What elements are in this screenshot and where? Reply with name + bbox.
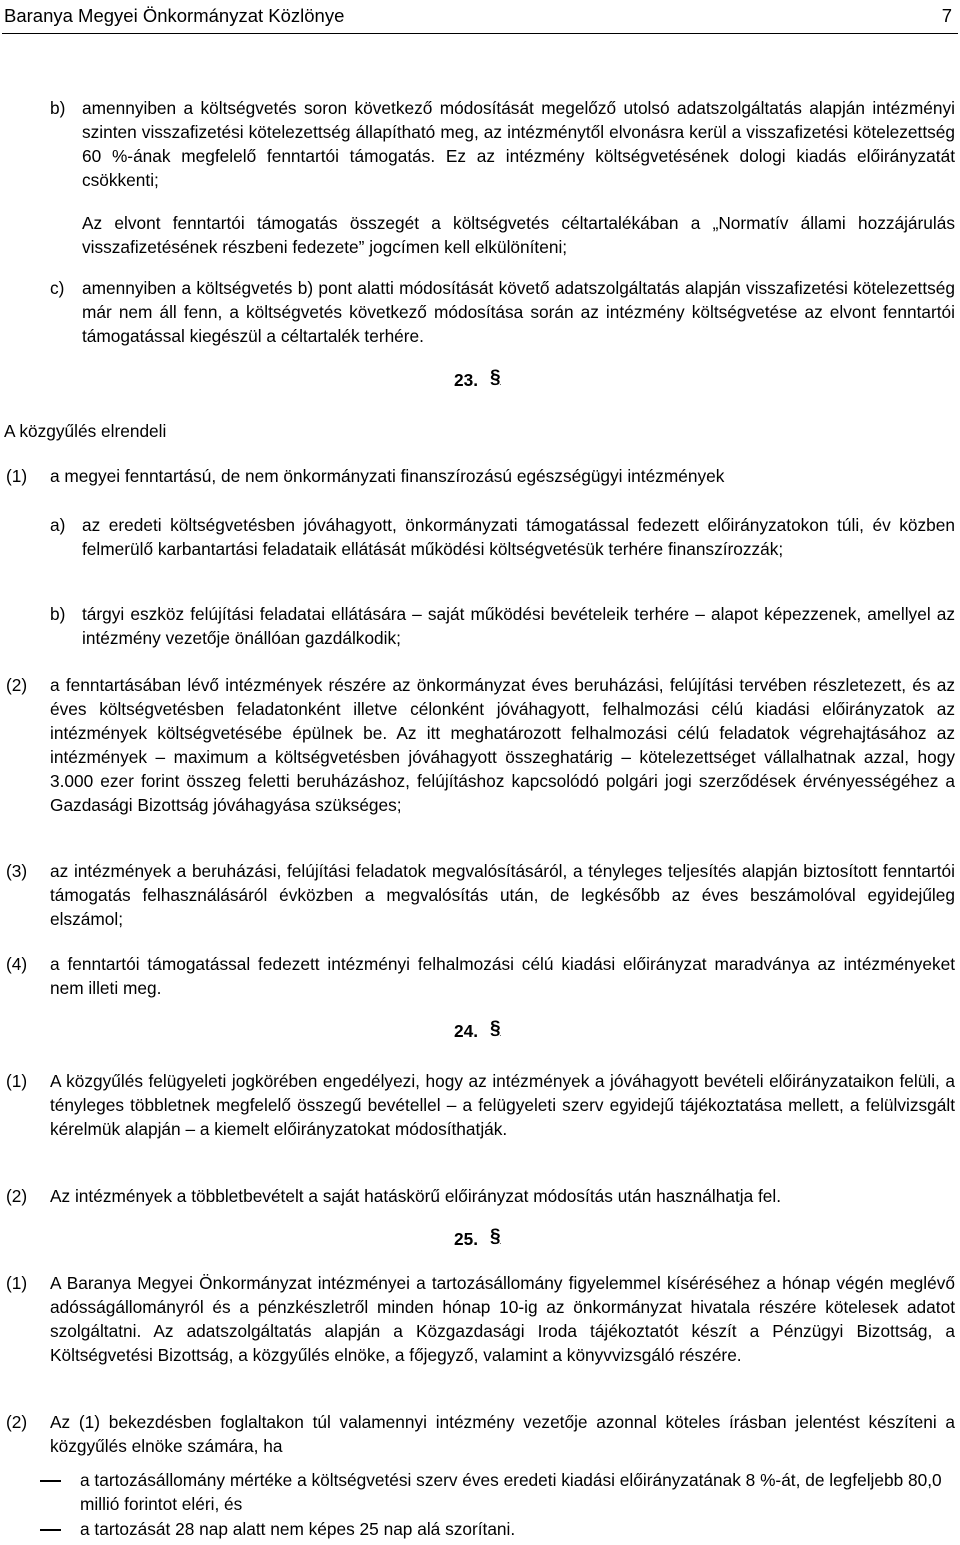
s23-p1-text: a megyei fenntartású, de nem önkormányzati finanszírozású egészségügyi intézmények (50, 466, 725, 486)
item-c-text: amennyiben a költségvetés b) pont alatti módosítását követő adatszolgáltatás alapján visszafizetési kötelezettség már nem áll fenn, a költségvetés következő módosítása során az intézmény költségvetése az elvont fenntartói támogatással kiegészül a céltartalék terhére. (82, 278, 955, 346)
journal-title: Baranya Megyei Önkormányzat Közlönye (4, 5, 345, 26)
section-24-number: 24. (454, 1021, 479, 1041)
s23-p4-label: (4) (6, 954, 28, 974)
section-sign: § (490, 1018, 501, 1039)
s23-p3-label: (3) (6, 861, 28, 881)
s23-p1b-label: b) (50, 604, 66, 624)
item-b-note: Az elvont fenntartói támogatás összegét a költségvetés céltartalékában a „Normatív állami hozzájárulás visszafizetésének részbeni fedezete” jogcímen kell elkülöníteni; (82, 213, 955, 257)
page-header (2, 3, 958, 34)
item-b-label: b) (50, 98, 66, 118)
s23-p1-label: (1) (6, 466, 28, 486)
dash-bullet (40, 1529, 61, 1531)
s24-p2-text: Az intézmények a többletbevételt a saját hatáskörű előirányzat módosítás után használhatja fel. (50, 1186, 782, 1206)
section-25-number: 25. (454, 1229, 479, 1249)
s25-p2-label: (2) (6, 1412, 28, 1432)
s24-p2-label: (2) (6, 1186, 28, 1206)
item-b-text: amennyiben a költségvetés soron következő módosítását megelőző utolsó adatszolgáltatás alapján intézményi szinten visszafizetési kötelezettség állapítható meg, az intézménytől elvonásra kerül a visszafizetési kötelezettség 60 %-ának megfelelő fenntartói támogatás. Ez az intézmény költségvetésének dologi kiadás előirányzatát csökkenti; (82, 98, 955, 190)
s25-p1-label: (1) (6, 1273, 28, 1293)
s25-p2-text: Az (1) bekezdésben foglaltakon túl valamennyi intézmény vezetője azonnal köteles írásban jelentést készíteni a közgyűlés elnöke számára, ha (50, 1412, 955, 1456)
section-23-intro: A közgyűlés elrendeli (4, 421, 167, 441)
s23-p1a-text: az eredeti költségvetésben jóváhagyott, önkormányzati támogatással fedezett előirányzatokon túli, év közben felmerülő karbantartási feladataik ellátását működési költségvetésük terhére finanszírozzák; (82, 515, 955, 559)
s25-bullet-item: a tartozását 28 nap alatt nem képes 25 nap alá szorítani. (80, 1519, 516, 1539)
s23-p1a-label: a) (50, 515, 66, 535)
s25-p1-text: A Baranya Megyei Önkormányzat intézményei a tartozásállomány figyelemmel kíséréséhez a hónap végén meglévő adósságállományról és a pénzkészletről minden hónap 10-ig az önkormányzat hivatala részére kötelesek adatot szolgáltatni. Az adatszolgáltatás alapján a Közgazdasági Iroda tájékoztatót készít a Pénzügyi Bizottság, a Költségvetési Bizottság, a közgyűlés elnöke, a főjegyző, valamint a könyvvizsgáló részére. (50, 1273, 955, 1365)
s24-p1-text: A közgyűlés felügyeleti jogkörében engedélyezi, hogy az intézmények a jóváhagyott bevételi előirányzataikon felüli, a tényleges többletnek megfelelő összegű bevétellel – a felügyeleti szerv egyidejű tájékoztatása mellett, a felülvizsgált kérelmük alapján – a kiemelt előirányzatokat módosíthatják. (50, 1071, 955, 1139)
s24-p1-label: (1) (6, 1071, 28, 1091)
item-c-label: c) (50, 278, 65, 298)
s23-p2-label: (2) (6, 675, 28, 695)
section-sign: § (490, 1226, 501, 1247)
s23-p4-text: a fenntartói támogatással fedezett intézményi felhalmozási célú kiadási előirányzat maradványa az intézményeket nem illeti meg. (50, 954, 955, 998)
section-sign: § (490, 367, 501, 388)
s23-p2-text: a fenntartásában lévő intézmények részére az önkormányzat éves beruházási, felújítási tervében részletezett, és az éves költségvetésben feladatonként illetve célonként jóváhagyott, felhalmozási célú kiadási előirányzatok az intézmények költségvetésébe épülnek be. Az itt meghatározott felhalmozási célú feladatok végrehajtásához az intézmények – maximum a költségvetésben jóváhagyott összeghatárig – kötelezettséget vállalhatnak azzal, hogy 3.000 ezer forint összeg feletti beruházáshoz, felújításhoz kapcsolódó polgári jogi szerződések érvényességéhez a Gazdasági Bizottság jóváhagyása szükséges; (50, 675, 955, 815)
dash-bullet (40, 1480, 61, 1482)
section-23-number: 23. (454, 370, 479, 390)
s23-p3-text: az intézmények a beruházási, felújítási feladatok megvalósításáról, a tényleges teljesítés alapján biztosított fenntartói támogatás felhasználásáról évközben a megvalósítás után, de legkésőbb az éves beszámolóval egyidejűleg elszámol; (50, 861, 955, 929)
s23-p1b-text: tárgyi eszköz felújítási feladatai ellátására – saját működési bevételeik terhére – alapot képezzenek, amellyel az intézmény vezetője önállóan gazdálkodik; (82, 604, 955, 648)
s25-bullet-item: a tartozásállomány mértéke a költségvetési szerv éves eredeti kiadási előirányzatának 8 %-át, de legfeljebb 80,0 millió forintot eléri, és (80, 1470, 942, 1514)
page-number: 7 (941, 5, 952, 26)
